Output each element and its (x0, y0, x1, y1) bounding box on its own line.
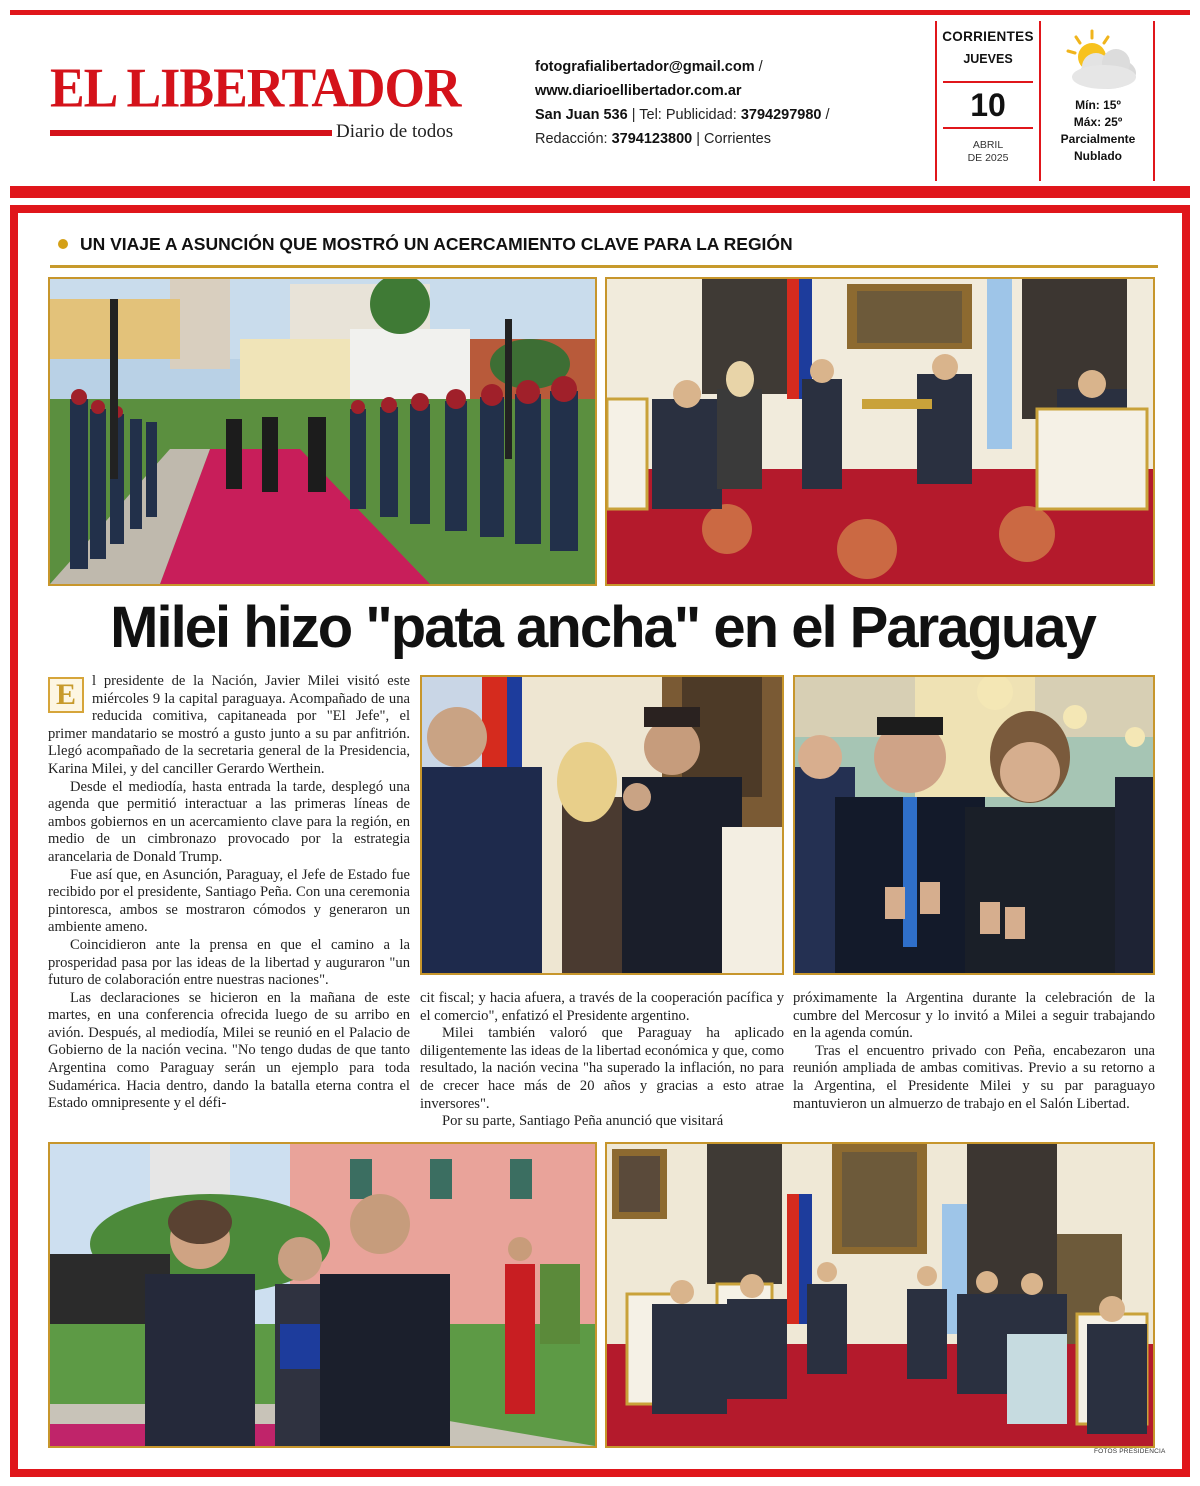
weather-condition: Nublado (1074, 149, 1122, 163)
photo-greeting[interactable] (420, 675, 784, 975)
date-weekday: JUEVES (963, 52, 1013, 66)
redaccion-number: 3794123800 (611, 131, 693, 147)
date-divider (943, 127, 1033, 129)
header-bottom-rule (10, 186, 1190, 198)
photo-thumbs-up[interactable] (793, 675, 1155, 975)
photo-credit: FOTOS PRESIDENCIA (1094, 1448, 1166, 1455)
article-column-2 (420, 990, 784, 1131)
photo-expanded-meeting[interactable] (605, 1142, 1155, 1448)
paragraph: Coincidieron ante la prensa en que el camino a la prosperidad pasa por las ideas de la libertad y auguraron "un futuro de colaboración entre nuestras naciones". (48, 936, 410, 989)
paragraph: Desde el mediodía, hasta entrada la tarde, desplegó una agenda que permitió interactuar a las primeras líneas de ambos gobiernos en un acercamiento clave para la región, en medio de un cimbronazo provocado por la estrategia arancelaria de Donald Trump. (48, 778, 410, 865)
date-city: CORRIENTES (942, 29, 1034, 44)
weather-box (1043, 21, 1155, 181)
paragraph: Por su parte, Santiago Peña anunció que visitará (442, 1113, 724, 1130)
masthead (10, 15, 1190, 185)
article-column-1 (48, 673, 410, 1113)
tel-label: | Tel: Publicidad: (627, 107, 741, 123)
partly-cloudy-icon (1056, 27, 1140, 93)
logo-underline (50, 130, 332, 136)
separator: / (821, 107, 830, 123)
headline: Milei hizo "pata ancha" en el Paraguay (110, 595, 1095, 660)
photo-salon-meeting[interactable] (605, 277, 1155, 586)
article-column-3 (793, 990, 1155, 1113)
paragraph: cit fiscal; y hacia afuera, a través de la cooperación pacífica y el comercio", enfatizó el Presidente argentino. (420, 990, 784, 1024)
website-link[interactable]: www.diarioellibertador.com.ar (535, 83, 742, 99)
contact-info (535, 55, 865, 151)
photo-honor-guard[interactable] (48, 277, 597, 586)
date-year: DE 2025 (967, 152, 1009, 164)
paragraph: próximamente la Argentina durante la celebración de la cumbre del Mercosur y lo invitó a Milei a seguir trabajando en la agenda común. (793, 990, 1155, 1042)
drop-cap: E (48, 677, 84, 713)
date-day: 10 (970, 87, 1006, 123)
kicker (50, 234, 1158, 268)
paragraph: Las declaraciones se hicieron en la mañana de este martes, en una conferencia ofrecida luego de su arribo en avión. Después, al mediodía, Milei se reunió en el Palacio de Gobierno de la nación vecina. "No tengo dudas de que tanto Argentina como Paraguay serán un ejemplo para toda Sudamérica. Hacia dentro, dando la batalla eterna contra el Estado omnipresente y el défi- (48, 989, 410, 1112)
paragraph: l presidente de la Nación, Javier Milei visitó este miércoles 9 la capital paraguaya. Acompañado de una reducida comitiva, capitaneada por "El Jefe", el primer mandatario se mostró a gusto junto a su par anfitrión. Llegó acompañado de la secretaria general de la Presidencia, Karina Milei, y del canciller Gerardo Werthein. (48, 673, 410, 777)
redaccion-label: Redacción: (535, 131, 612, 147)
weather-condition: Parcialmente (1060, 132, 1136, 146)
separator: / (754, 59, 763, 75)
date-month: ABRIL (972, 139, 1004, 151)
kicker-text: UN VIAJE A ASUNCIÓN QUE MOSTRÓ UN ACERCAMIENTO CLAVE PARA LA REGIÓN (80, 234, 793, 254)
weather-min: Mín: 15º (1075, 98, 1121, 112)
weather-max: Máx: 25º (1073, 115, 1123, 129)
photo-embrace[interactable] (48, 1142, 597, 1448)
city-suffix: | Corrientes (692, 131, 771, 147)
logo-title: EL LIBERTADOR (50, 58, 461, 120)
paragraph: Milei también valoró que Paraguay ha aplicado diligentemente las ideas de la libertad económica y que, como resultado, la nación vecina "ha superado la inflación, no para de crecer hace más de 20 años y gracias a esto atrae inversores". (420, 1025, 784, 1112)
address: San Juan 536 (535, 107, 628, 123)
email-link[interactable]: fotografialibertador@gmail.com (535, 59, 755, 75)
bullet-icon (58, 239, 68, 249)
date-box (935, 21, 1041, 181)
tel-number: 3794297980 (740, 107, 822, 123)
paragraph: Fue así que, en Asunción, Paraguay, el Jefe de Estado fue recibido por el presidente, Santiago Peña. Con una ceremonia pintoresca, ambos se mostraron cómodos y generaron un ambiente ameno. (48, 866, 410, 936)
logo-subtitle: Diario de todos (336, 121, 454, 142)
paragraph: Tras el encuentro privado con Peña, encabezaron una reunión ampliada de ambas comitivas. Previo a su retorno a la Argentina, el Presidente Milei y su par paraguayo mantuvieron un almuerzo de trabajo en el Salón Libertad. (793, 1042, 1155, 1112)
newspaper-logo[interactable] (50, 57, 461, 155)
